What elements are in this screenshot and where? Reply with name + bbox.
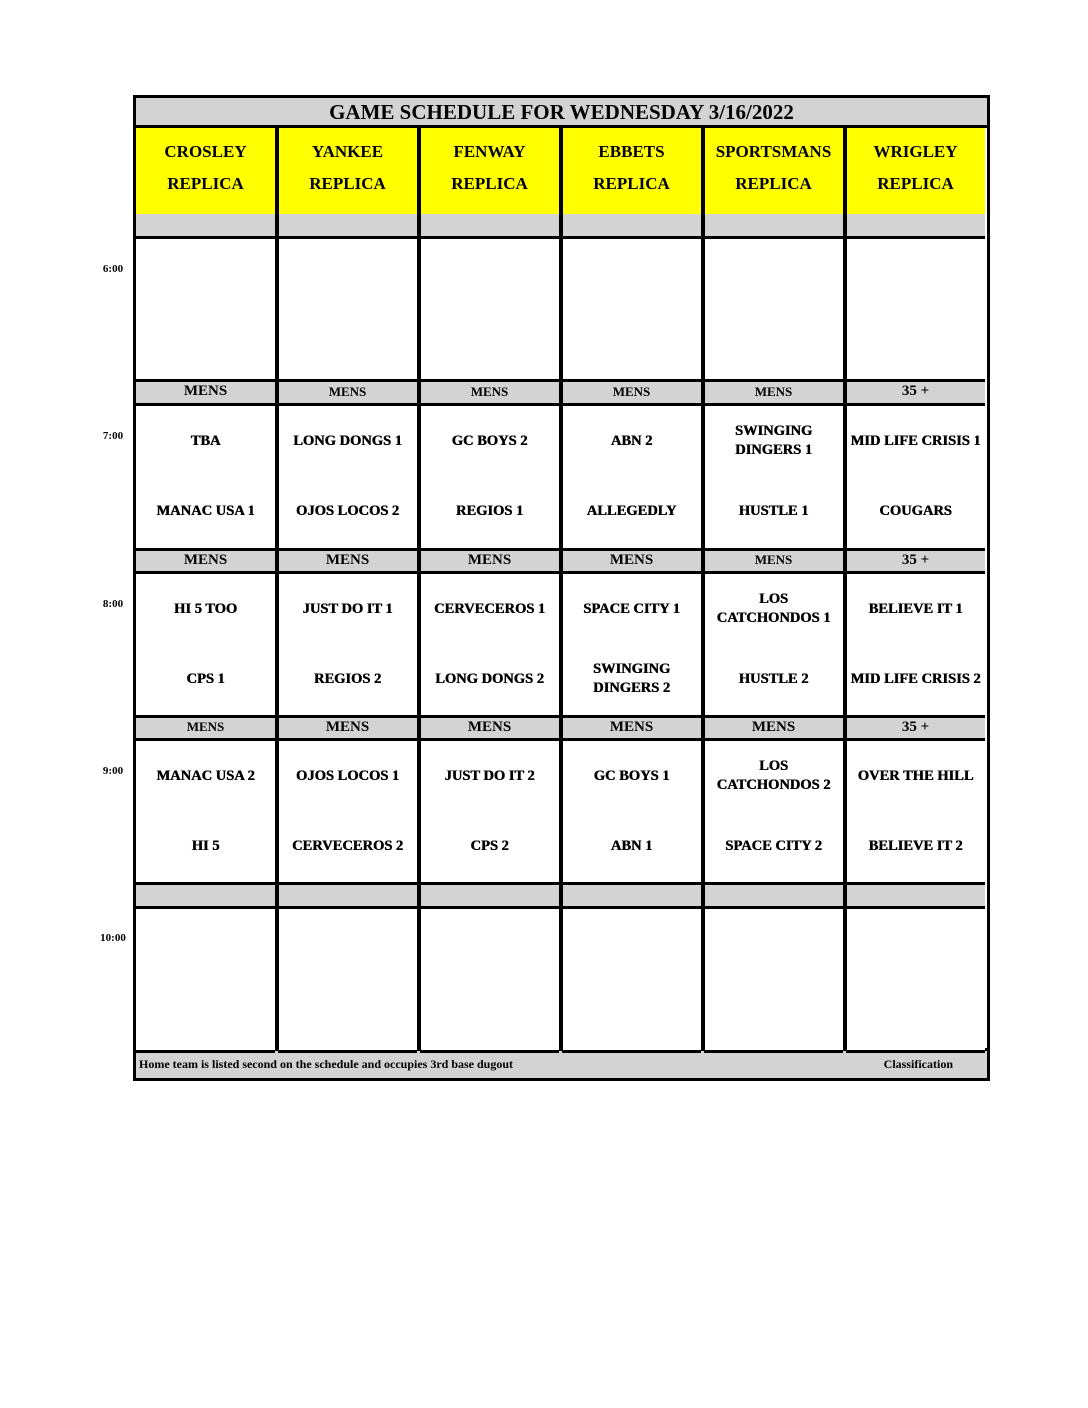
home-team: LONG DONGS 2 xyxy=(435,670,544,687)
field-subtitle: REPLICA xyxy=(451,174,528,193)
time-label: 8:00 xyxy=(102,598,124,610)
field-column xyxy=(278,128,417,1048)
classification-band xyxy=(562,551,701,571)
field-name: SPORTSMANS xyxy=(715,142,832,161)
game-cell xyxy=(420,403,559,551)
classification-label: MENS xyxy=(609,552,654,568)
column-divider xyxy=(701,128,705,1051)
spacer-band xyxy=(278,885,417,906)
away-team: ABN 2 xyxy=(610,432,653,449)
field-subtitle: REPLICA xyxy=(167,174,244,193)
empty-slot xyxy=(562,906,701,1053)
time-label: 6:00 xyxy=(102,263,124,275)
empty-slot xyxy=(278,906,417,1053)
away-team: OVER THE HILL xyxy=(857,767,974,784)
empty-slot xyxy=(846,236,985,382)
empty-slot xyxy=(420,906,559,1053)
field-name: FENWAY xyxy=(453,142,526,161)
home-team: COUGARS xyxy=(879,502,952,519)
spacer-band xyxy=(562,885,701,906)
home-team: OJOS LOCOS 2 xyxy=(295,502,400,519)
field-column xyxy=(562,128,701,1048)
classification-band xyxy=(846,382,985,403)
classification-label: MENS xyxy=(325,719,370,735)
game-cell xyxy=(278,571,417,718)
classification-band xyxy=(278,718,417,738)
field-header xyxy=(704,128,843,214)
home-team: CPS 1 xyxy=(186,670,225,687)
field-name: EBBETS xyxy=(598,142,665,161)
classification-label: Classification xyxy=(883,1057,953,1071)
field-header xyxy=(420,128,559,214)
field-name: WRIGLEY xyxy=(873,142,958,161)
classification-label: MENS xyxy=(470,384,509,399)
empty-slot xyxy=(278,236,417,382)
classification-band xyxy=(704,382,843,403)
game-cell xyxy=(846,738,985,885)
column-divider xyxy=(843,128,847,1051)
spacer-band xyxy=(278,214,417,236)
classification-band xyxy=(562,718,701,738)
home-team: SWINGING DINGERS 2 xyxy=(592,661,671,696)
spacer-band xyxy=(704,214,843,236)
column-divider xyxy=(275,128,279,1051)
away-team: MID LIFE CRISIS 1 xyxy=(850,432,981,449)
game-cell xyxy=(136,738,275,885)
game-cell xyxy=(562,403,701,551)
schedule-table xyxy=(133,95,990,1081)
empty-slot xyxy=(704,906,843,1053)
classification-label: MENS xyxy=(754,384,793,399)
time-label: 7:00 xyxy=(102,430,124,442)
spacer-band xyxy=(846,885,985,906)
classification-label: MENS xyxy=(183,552,228,568)
game-cell xyxy=(704,403,843,551)
home-team: HUSTLE 1 xyxy=(738,502,809,519)
field-name: YANKEE xyxy=(311,142,384,161)
field-subtitle: REPLICA xyxy=(877,174,954,193)
empty-slot xyxy=(136,906,275,1053)
away-team: GC BOYS 2 xyxy=(451,432,528,449)
game-cell xyxy=(136,403,275,551)
away-team: CERVECEROS 1 xyxy=(433,600,546,617)
page-title: GAME SCHEDULE FOR WEDNESDAY 3/16/2022 xyxy=(136,98,987,128)
away-team: HI 5 TOO xyxy=(173,600,238,617)
field-subtitle: REPLICA xyxy=(309,174,386,193)
home-team: SPACE CITY 2 xyxy=(725,837,822,854)
classification-label: MENS xyxy=(186,719,225,734)
field-header xyxy=(846,128,985,214)
classification-label: MENS xyxy=(612,384,651,399)
classification-label: MENS xyxy=(183,383,228,399)
game-cell xyxy=(562,738,701,885)
away-team: SPACE CITY 1 xyxy=(583,600,680,617)
classification-label: 35 + xyxy=(901,383,930,399)
home-team: ABN 1 xyxy=(610,837,653,854)
home-team: CERVECEROS 2 xyxy=(291,837,404,854)
time-label: 10:00 xyxy=(100,932,126,944)
away-team: OJOS LOCOS 1 xyxy=(295,767,400,784)
classification-band xyxy=(136,382,275,403)
game-cell xyxy=(562,571,701,718)
classification-band xyxy=(704,718,843,738)
field-subtitle: REPLICA xyxy=(735,174,812,193)
away-team: JUST DO IT 1 xyxy=(302,600,393,617)
classification-label: 35 + xyxy=(901,719,930,735)
classification-band xyxy=(420,382,559,403)
classification-band xyxy=(562,382,701,403)
spacer-band xyxy=(846,214,985,236)
classification-band xyxy=(846,551,985,571)
game-cell xyxy=(420,738,559,885)
away-team: TBA xyxy=(190,432,221,449)
classification-label: MENS xyxy=(325,552,370,568)
classification-label: MENS xyxy=(467,719,512,735)
home-team: HI 5 xyxy=(191,837,220,854)
away-team: GC BOYS 1 xyxy=(593,767,670,784)
field-header xyxy=(562,128,701,214)
home-team: MANAC USA 1 xyxy=(156,502,255,519)
away-team: MANAC USA 2 xyxy=(156,767,255,784)
game-cell xyxy=(846,571,985,718)
field-column xyxy=(704,128,843,1048)
spacer-band xyxy=(562,214,701,236)
classification-band xyxy=(278,382,417,403)
away-team: JUST DO IT 2 xyxy=(444,767,535,784)
game-cell xyxy=(278,403,417,551)
column-divider xyxy=(417,128,421,1051)
field-column xyxy=(420,128,559,1048)
classification-band xyxy=(136,718,275,738)
classification-band xyxy=(846,718,985,738)
classification-band xyxy=(704,551,843,571)
spacer-band xyxy=(420,214,559,236)
home-team: CPS 2 xyxy=(470,837,509,854)
game-cell xyxy=(704,571,843,718)
field-column xyxy=(846,128,985,1048)
away-team: SWINGING DINGERS 1 xyxy=(734,423,813,458)
home-team: HUSTLE 2 xyxy=(738,670,809,687)
field-header xyxy=(136,128,275,214)
home-team: REGIOS 1 xyxy=(455,502,524,519)
home-team-note: Home team is listed second on the schedule and occupies 3rd base dugout xyxy=(139,1057,514,1071)
classification-label: MENS xyxy=(467,552,512,568)
classification-band xyxy=(420,718,559,738)
classification-label: MENS xyxy=(751,719,796,735)
away-team: LOS CATCHONDOS 1 xyxy=(716,591,831,626)
empty-slot xyxy=(136,236,275,382)
field-name: CROSLEY xyxy=(164,142,247,161)
column-divider xyxy=(559,128,563,1051)
away-team: LONG DONGS 1 xyxy=(293,432,402,449)
home-team: BELIEVE IT 2 xyxy=(868,837,963,854)
classification-label: MENS xyxy=(754,552,793,567)
classification-band xyxy=(136,551,275,571)
empty-slot xyxy=(420,236,559,382)
field-header xyxy=(278,128,417,214)
home-team: REGIOS 2 xyxy=(313,670,382,687)
classification-label: 35 + xyxy=(901,552,930,568)
empty-slot xyxy=(562,236,701,382)
classification-label: MENS xyxy=(328,384,367,399)
spacer-band xyxy=(420,885,559,906)
away-team: LOS CATCHONDOS 2 xyxy=(716,758,831,793)
field-subtitle: REPLICA xyxy=(593,174,670,193)
game-cell xyxy=(704,738,843,885)
game-cell xyxy=(420,571,559,718)
empty-slot xyxy=(846,906,985,1053)
spacer-band xyxy=(704,885,843,906)
game-cell xyxy=(136,571,275,718)
field-column xyxy=(136,128,275,1048)
away-team: BELIEVE IT 1 xyxy=(868,600,963,617)
time-label: 9:00 xyxy=(102,765,124,777)
classification-label: MENS xyxy=(609,719,654,735)
empty-slot xyxy=(704,236,843,382)
game-cell xyxy=(278,738,417,885)
home-team: MID LIFE CRISIS 2 xyxy=(850,670,981,687)
classification-band xyxy=(278,551,417,571)
spacer-band xyxy=(136,214,275,236)
game-cell xyxy=(846,403,985,551)
classification-band xyxy=(420,551,559,571)
home-team: ALLEGEDLY xyxy=(586,502,677,519)
spacer-band xyxy=(136,885,275,906)
